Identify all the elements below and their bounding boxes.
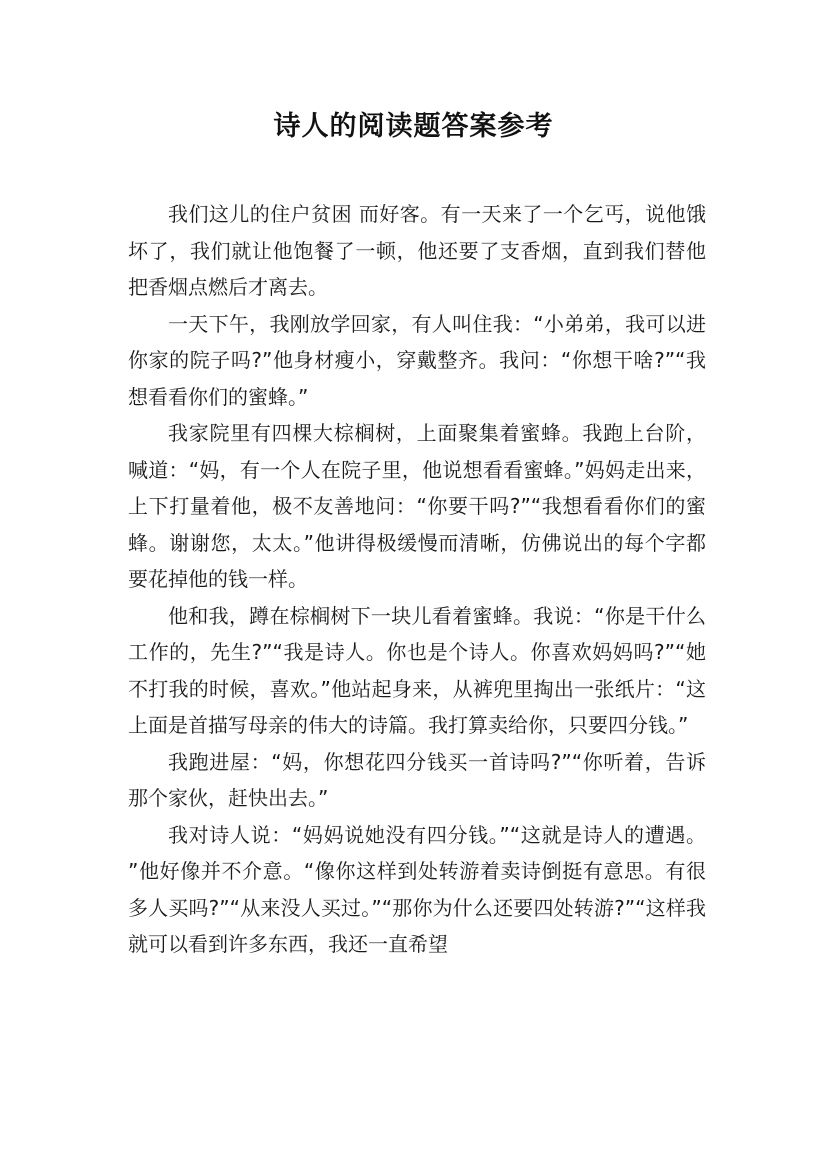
document-title: 诗人的阅读题答案参考 xyxy=(273,111,554,142)
document-body xyxy=(128,196,706,963)
paragraph: 我对诗人说：“妈妈说她没有四分钱。”“这就是诗人的遭遇。 ”他好像并不介意。“像你这样到处转游着卖诗倒挺有意思。有很多人买吗?”“从来没人买过。”“那你为什么还要四处转游?”“这样我就可以看到许多东西，我还一直希望 xyxy=(128,822,706,956)
paragraph: 我们这儿的住户贫困 而好客。有一天来了一个乞丐，说他饿坏了，我们就让他饱餐了一顿，他还要了支香烟，直到我们替他把香烟点燃后才离去。 xyxy=(128,202,706,299)
paragraph: 我跑进屋：“妈，你想花四分钱买一首诗吗?”“你听着，告诉那个家伙，赶快出去。” xyxy=(128,749,706,810)
paragraph: 一天下午，我刚放学回家，有人叫住我：“小弟弟，我可以进你家的院子吗?”他身材瘦小，穿戴整齐。我问：“你想干啥?”“我想看看你们的蜜蜂。” xyxy=(128,311,706,409)
paragraph: 他和我，蹲在棕榈树下一块儿看着蜜蜂。我说：“你是干什么工作的，先生?”“我是诗人。你也是个诗人。你喜欢妈妈吗?”“她不打我的时候，喜欢。”他站起身来，从裤兜里掏出一张纸片：“这上面是首描写母亲的伟大的诗篇。我打算卖给你，只要四分钱。” xyxy=(128,603,706,737)
paragraph: 我家院里有四棵大棕榈树，上面聚集着蜜蜂。我跑上台阶，喊道：“妈，有一个人在院子里，他说想看看蜜蜂。”妈妈走出来，上下打量着他，极不友善地问：“你要干吗?”“我想看看你们的蜜蜂。谢谢您，太太。”他讲得极缓慢而清晰，仿佛说出的每个字都要花掉他的钱一样。 xyxy=(128,421,706,591)
